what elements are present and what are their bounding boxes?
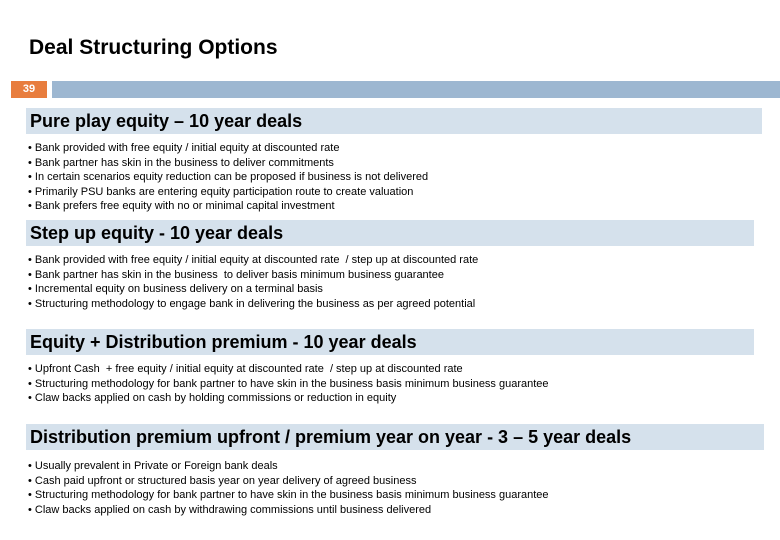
bullet-item: • Bank provided with free equity / initial equity at discounted rate: [28, 141, 428, 156]
bullet-item: • Cash paid upfront or structured basis year on year delivery of agreed business: [28, 474, 549, 489]
bullet-item: • Structuring methodology for bank partner to have skin in the business basis minimum business guarantee: [28, 488, 549, 503]
section-heading-equity-distribution-premium: Equity + Distribution premium - 10 year deals: [26, 329, 754, 355]
bullet-item: • Bank prefers free equity with no or minimal capital investment: [28, 199, 428, 214]
bullet-item: • Claw backs applied on cash by withdrawing commissions until business delivered: [28, 503, 549, 518]
bullet-item: • Bank provided with free equity / initial equity at discounted rate / step up at discounted rate: [28, 253, 478, 268]
section-bullets-distribution-premium-upfront: [28, 459, 549, 517]
section-heading-distribution-premium-upfront: Distribution premium upfront / premium year on year - 3 – 5 year deals: [26, 424, 764, 450]
bullet-item: • Upfront Cash + free equity / initial equity at discounted rate / step up at discounted rate: [28, 362, 549, 377]
section-bullets-pure-play-equity: [28, 141, 428, 214]
section-bullets-step-up-equity: [28, 253, 478, 311]
bullet-item: • Bank partner has skin in the business to deliver commitments: [28, 156, 428, 171]
bullet-item: • Structuring methodology to engage bank in delivering the business as per agreed potential: [28, 297, 478, 312]
bullet-item: • Structuring methodology for bank partner to have skin in the business basis minimum business guarantee: [28, 377, 549, 392]
bullet-item: • Primarily PSU banks are entering equity participation route to create valuation: [28, 185, 428, 200]
bullet-item: • Usually prevalent in Private or Foreign bank deals: [28, 459, 549, 474]
section-heading-step-up-equity: Step up equity - 10 year deals: [26, 220, 754, 246]
page-number-badge: 39: [11, 81, 47, 98]
bullet-item: • In certain scenarios equity reduction can be proposed if business is not delivered: [28, 170, 428, 185]
bullet-item: • Incremental equity on business delivery on a terminal basis: [28, 282, 478, 297]
section-bullets-equity-distribution-premium: [28, 362, 549, 406]
page-title: Deal Structuring Options: [29, 36, 278, 59]
section-heading-pure-play-equity: Pure play equity – 10 year deals: [26, 108, 762, 134]
bullet-item: • Claw backs applied on cash by holding commissions or reduction in equity: [28, 391, 549, 406]
bullet-item: • Bank partner has skin in the business to deliver basis minimum business guarantee: [28, 268, 478, 283]
header-bar: [52, 81, 780, 98]
